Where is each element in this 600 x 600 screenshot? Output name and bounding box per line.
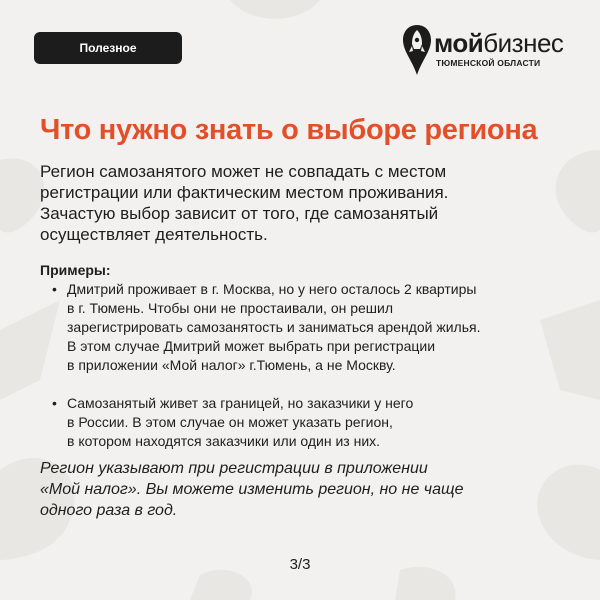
bullet-icon: • [52, 395, 57, 411]
brand-region: ТЮМЕНСКОЙ ОБЛАСТИ [436, 58, 541, 68]
list-item-line: Самозанятый живет за границей, но заказчики у него [67, 395, 414, 411]
note-line: одного раза в год. [40, 502, 178, 519]
page-title: Что нужно знать о выборе региона [40, 114, 538, 146]
note-paragraph [40, 458, 570, 521]
list-item-line: в приложении «Мой налог» г.Тюмень, а не Москву. [67, 357, 396, 373]
list-item [40, 394, 570, 451]
category-badge-label: Полезное [79, 41, 137, 55]
list-item [40, 280, 570, 375]
lead-paragraph [40, 161, 570, 245]
lead-line: Регион самозанятого может не совпадать с местом [40, 162, 447, 181]
list-item-line: в г. Тюмень. Чтобы они не простаивали, он решил [67, 300, 394, 316]
page-indicator: 3/3 [289, 556, 311, 573]
list-item-line: в России. В этом случае он может указать регион, [67, 414, 393, 430]
brand-logo [402, 24, 572, 80]
lead-line: регистрации или фактическим местом проживания. [40, 183, 449, 202]
note-line: «Мой налог». Вы можете изменить регион, но не чаще [40, 481, 464, 498]
lead-line: осуществляет деятельность. [40, 225, 268, 244]
bullet-icon: • [52, 281, 57, 297]
note-line: Регион указывают при регистрации в приложении [40, 460, 428, 477]
list-item-line: В этом случае Дмитрий может выбрать при регистрации [67, 338, 436, 354]
list-item-line: в котором находятся заказчики или один из них. [67, 433, 381, 449]
brand-name: мойбизнес [434, 28, 564, 58]
list-item-line: Дмитрий проживает в г. Москва, но у него осталось 2 квартиры [67, 281, 477, 297]
category-badge [34, 32, 182, 64]
rocket-pin-icon [402, 24, 432, 76]
examples-list [40, 280, 570, 451]
examples-heading: Примеры: [40, 262, 111, 278]
lead-line: Зачастую выбор зависит от того, где самозанятый [40, 204, 439, 223]
list-item-line: зарегистрировать самозанятость и заниматься арендой жилья. [67, 319, 481, 335]
